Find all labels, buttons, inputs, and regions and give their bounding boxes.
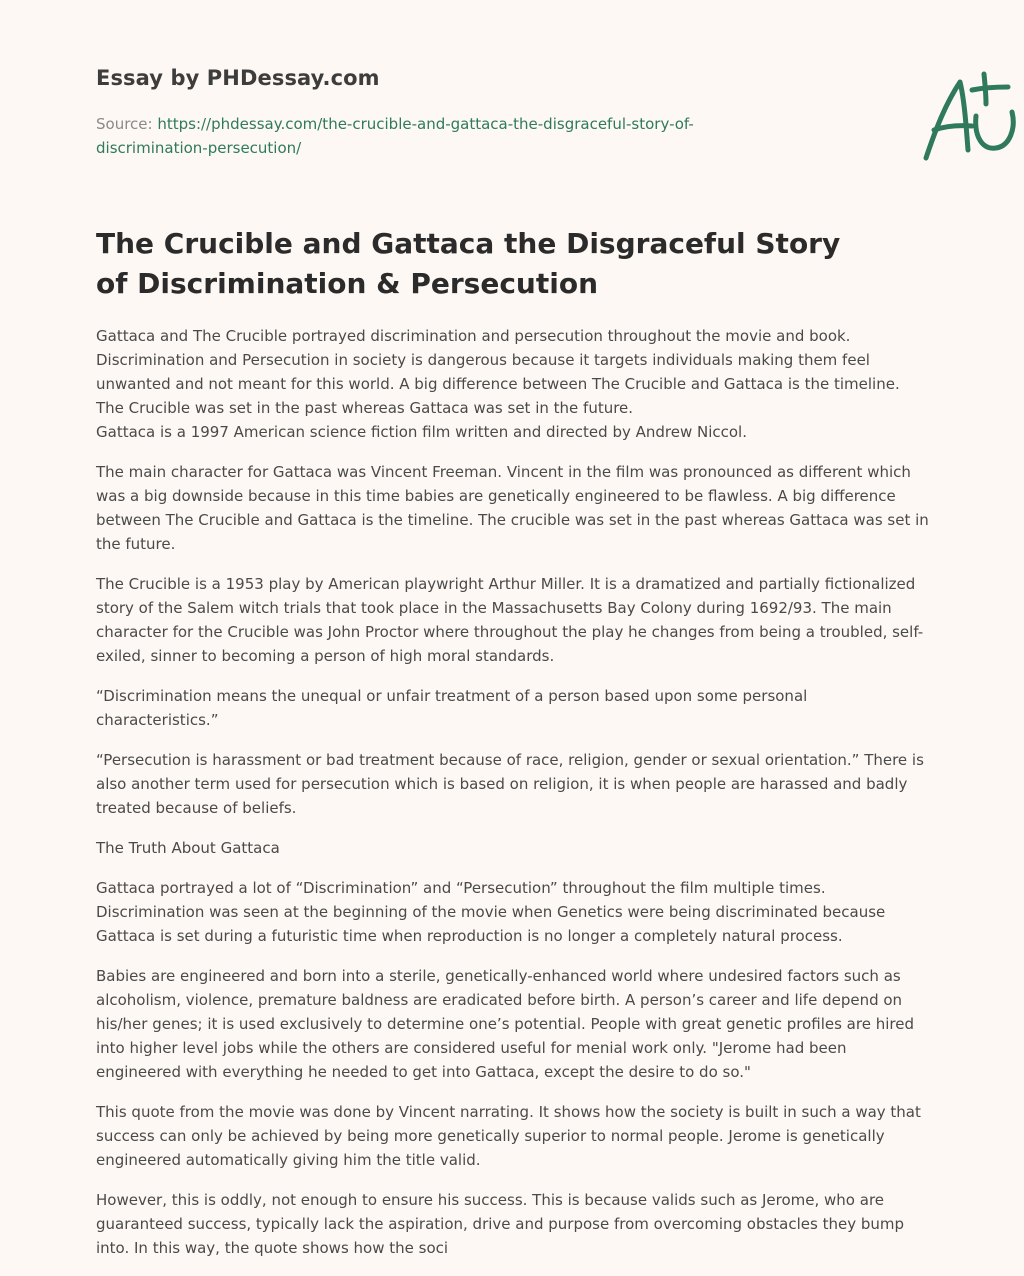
essay-paragraph: Babies are engineered and born into a sterile, genetically-enhanced world where undesired factors such as alcoholism, violence, premature baldness are eradicated before birth. A person’s career and life depend on his/her genes; it is used exclusively to determine one’s potential. People with great genetic profiles are hired into higher level jobs while the others are considered useful for menial work only. "Jerome had been engineered with everything he needed to get into Gattaca, except the desire to do so." [96, 967, 914, 1081]
essay-paragraph: “Discrimination means the unequal or unfair treatment of a person based upon some personal characteristics.” [96, 687, 808, 729]
essay-paragraph: This quote from the movie was done by Vincent narrating. It shows how the society is built in such a way that success can only be achieved by being more genetically superior to normal people. Jerome is genetically engineered automatically giving him the title valid. [96, 1103, 921, 1169]
essay-body [96, 324, 930, 1276]
source-label: Source: [96, 115, 158, 133]
essay-paragraph: The Crucible is a 1953 play by American playwright Arthur Miller. It is a dramatized and partially fictionalized story of the Salem witch trials that took place in the Massachusetts Bay Colony during 1692/93. The main character for the Crucible was John Proctor where throughout the play he changes from being a troubled, self-exiled, sinner to becoming a person of high moral standards. [96, 575, 924, 665]
source-line [96, 112, 736, 160]
a-plus-logo-icon [916, 68, 1024, 168]
section-heading: The Truth About Gattaca [96, 839, 280, 857]
source-link[interactable]: https://phdessay.com/the-crucible-and-gattaca-the-disgraceful-story-of-discrimination-persecution/ [96, 115, 694, 157]
essay-title: The Crucible and Gattaca the Disgraceful Story of Discrimination & Persecution [96, 227, 841, 300]
essay-paragraph: However, this is oddly, not enough to ensure his success. This is because valids such as Jerome, who are guaranteed success, typically lack the aspiration, drive and purpose from overcoming obstacles they bump into. In this way, the quote shows how the soci [96, 1191, 905, 1257]
site-title: Essay by PHDessay.com [96, 66, 380, 90]
essay-paragraph: The main character for Gattaca was Vincent Freeman. Vincent in the film was pronounced as different which was a big downside because in this time babies are genetically engineered to be flawless. A big difference between The Crucible and Gattaca is the timeline. The crucible was set in the past whereas Gattaca was set in the future. [96, 463, 929, 553]
essay-paragraph: Gattaca portrayed a lot of “Discrimination” and “Persecution” throughout the film multiple times. Discrimination was seen at the beginning of the movie when Genetics were being discriminated because Gattaca is set during a futuristic time when reproduction is no longer a completely natural process. [96, 879, 886, 945]
essay-paragraph: Gattaca is a 1997 American science fiction film written and directed by Andrew Niccol. [96, 423, 747, 441]
essay-paragraph: “Persecution is harassment or bad treatment because of race, religion, gender or sexual orientation.” There is also another term used for persecution which is based on religion, it is when people are harassed and badly treated because of beliefs. [96, 751, 924, 817]
essay-paragraph: Gattaca and The Crucible portrayed discrimination and persecution throughout the movie and book. Discrimination and Persecution in society is dangerous because it targets individuals making them feel unwanted and not meant for this world. A big difference between The Crucible and Gattaca is the timeline. The Crucible was set in the past whereas Gattaca was set in the future. [96, 327, 900, 417]
